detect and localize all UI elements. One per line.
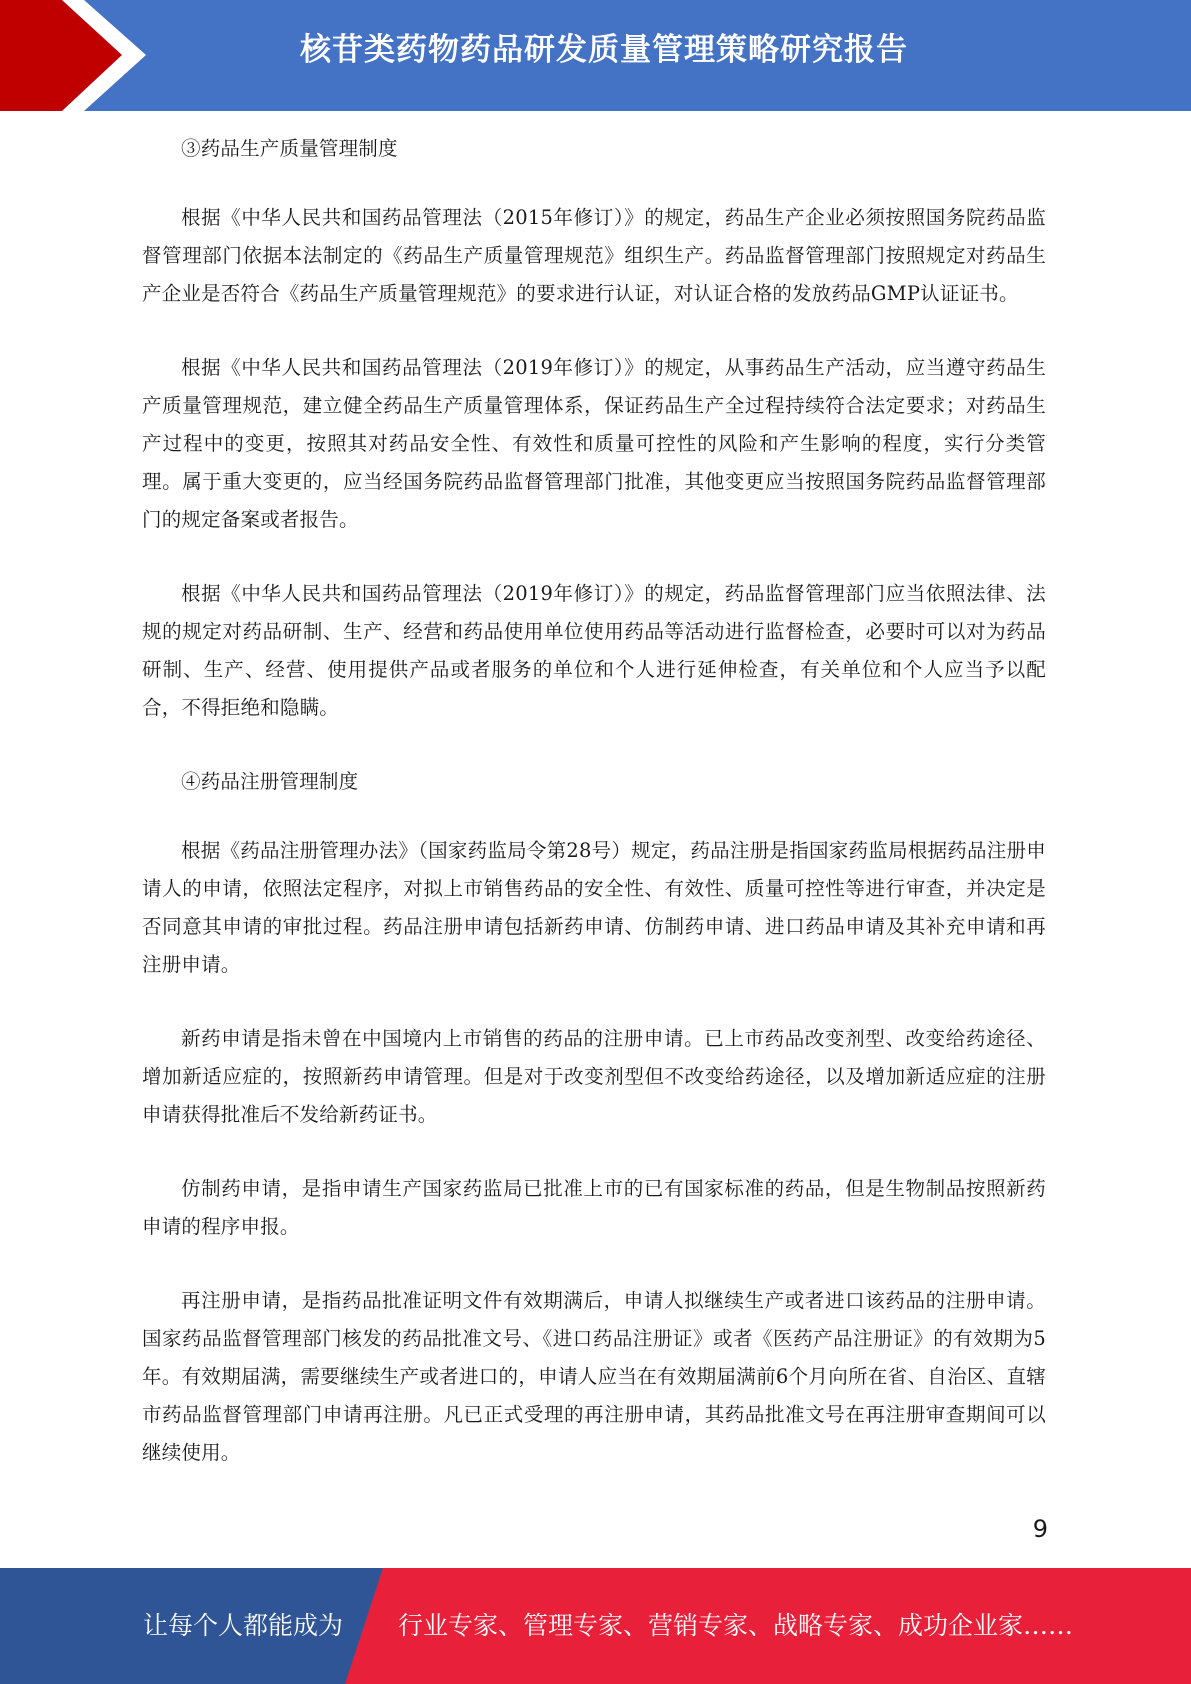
footer-slogan-left: 让每个人都能成为 (143, 1611, 344, 1640)
paragraph: 新药申请是指未曾在中国境内上市销售的药品的注册申请。已上市药品改变剂型、改变给药途径、增加新适应症的，按照新药申请管理。但是对于改变剂型但不改变给药途径，以及增加新适应症的注册申请获得批准后不发给新药证书。 (142, 1027, 1046, 1126)
page-header (0, 0, 1191, 111)
paragraph: 仿制药申请，是指申请生产国家药监局已批准上市的已有国家标准的药品，但是生物制品按照新药申请的程序申报。 (142, 1177, 1046, 1238)
paragraph: 根据《中华人民共和国药品管理法（2015年修订）》的规定，药品生产企业必须按照国务院药品监督管理部门依据本法制定的《药品生产质量管理规范》组织生产。药品监督管理部门按照规定对药品生产企业是否符合《药品生产质量管理规范》的要求进行认证，对认证合格的发放药品GMP认证证书。 (142, 206, 1046, 305)
section-heading-drug-registration: ④药品注册管理制度 (181, 770, 359, 793)
paragraph: 根据《中华人民共和国药品管理法（2019年修订）》的规定，药品监督管理部门应当依照法律、法规的规定对药品研制、生产、经营和药品使用单位使用药品等活动进行监督检查，必要时可以对为药品研制、生产、经营、使用提供产品或者服务的单位和个人进行延伸检查，有关单位和个人应当予以配合，不得拒绝和隐瞒。 (142, 582, 1046, 719)
paragraph: 根据《药品注册管理办法》（国家药监局令第28号）规定，药品注册是指国家药监局根据药品注册申请人的申请，依照法定程序，对拟上市销售药品的安全性、有效性、质量可控性等进行审查，并决定是否同意其申请的审批过程。药品注册申请包括新药申请、仿制药申请、进口药品申请及其补充申请和再注册申请。 (142, 839, 1046, 976)
page-footer (0, 1568, 1191, 1684)
paragraph: 再注册申请，是指药品批准证明文件有效期满后，申请人拟继续生产或者进口该药品的注册申请。国家药品监督管理部门核发的药品批准文号、《进口药品注册证》或者《医药产品注册证》的有效期为5年。有效期届满，需要继续生产或者进口的，申请人应当在有效期届满前6个月向所在省、自治区、直辖市药品监督管理部门申请再注册。凡已正式受理的再注册申请，其药品批准文号在再注册审查期间可以继续使用。 (142, 1289, 1046, 1464)
header-arrow-decoration (0, 0, 160, 111)
page-number: 9 (1032, 1515, 1048, 1543)
document-body (142, 130, 1046, 1508)
paragraph: 根据《中华人民共和国药品管理法（2019年修订）》的规定，从事药品生产活动，应当遵守药品生产质量管理规范，建立健全药品生产质量管理体系，保证药品生产全过程持续符合法定要求；对药品生产过程中的变更，按照其对药品安全性、有效性和质量可控性的风险和产生影响的程度，实行分类管理。属于重大变更的，应当经国务院药品监督管理部门批准，其他变更应当按照国务院药品监督管理部门的规定备案或者报告。 (142, 356, 1046, 531)
section-heading-production-quality: ③药品生产质量管理制度 (181, 137, 398, 160)
report-title: 核苷类药物药品研发质量管理策略研究报告 (300, 32, 908, 68)
footer-slogan-right: 行业专家、管理专家、营销专家、战略专家、成功企业家…… (398, 1611, 1074, 1640)
